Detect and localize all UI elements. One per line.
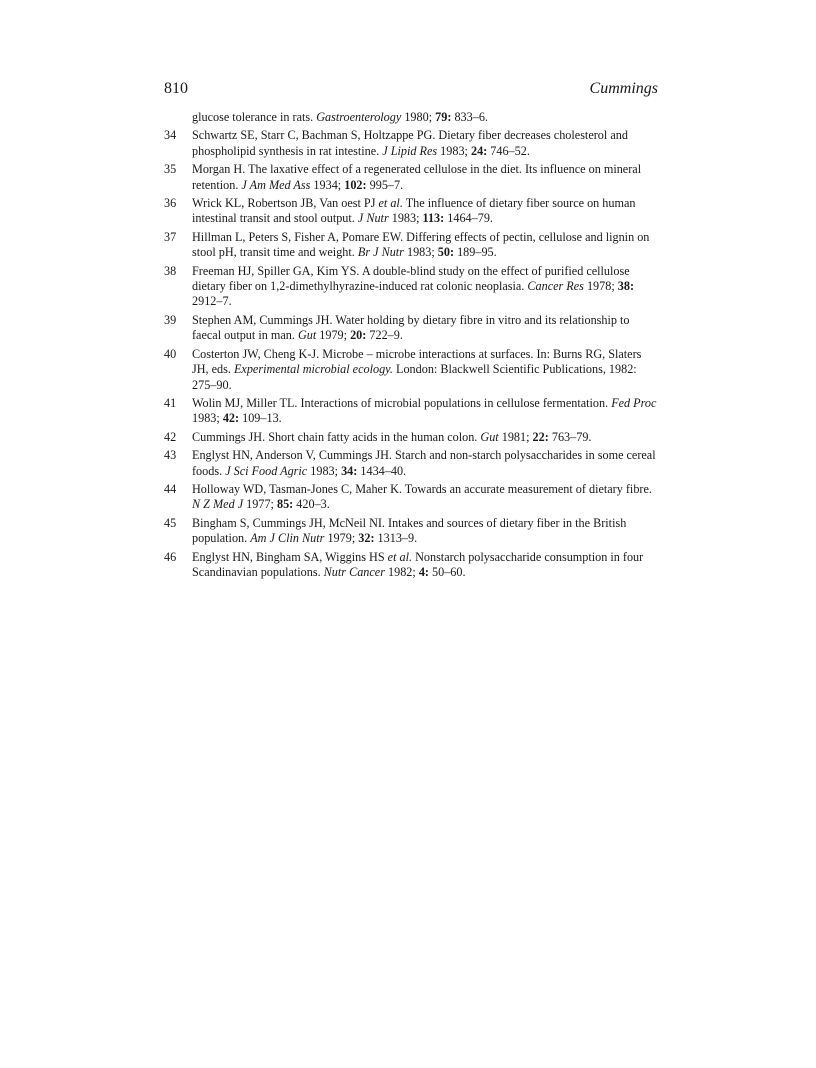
reference-title: Differing effects of pectin, cellulose and lignin on stool pH, transit time and weight.: [192, 229, 650, 260]
reference-authors: Stephen AM, Cummings JH.: [192, 312, 333, 327]
reference-year: 1977;: [246, 497, 274, 512]
reference-journal: Gut: [480, 429, 499, 444]
reference-authors: Holloway WD, Tasman-Jones C, Maher K.: [192, 481, 402, 496]
page-number: 810: [164, 80, 188, 97]
reference-pages: 275–90.: [192, 377, 232, 392]
reference-title: The influence of dietary fiber source on human intestinal transit and stool output.: [192, 196, 636, 226]
reference-item: [164, 264, 658, 310]
reference-item: [164, 313, 658, 344]
reference-authors: Englyst HN, Bingham SA, Wiggins HS: [192, 549, 385, 564]
reference-authors: Wrick KL, Robertson JB, Van oest PJ: [192, 196, 376, 211]
page-header: [164, 80, 658, 98]
reference-year: 1983;: [391, 211, 420, 226]
reference-journal: J Am Med Ass: [241, 177, 311, 192]
reference-journal: J Nutr: [357, 211, 389, 226]
reference-item: [164, 230, 658, 261]
reference-authors: Cummings JH.: [192, 429, 266, 444]
reference-authors: Freeman HJ, Spiller GA, Kim YS.: [192, 263, 360, 278]
reference-title: Dietary fiber decreases cholesterol and phospholipid synthesis in rat intestine.: [192, 128, 628, 158]
reference-authors: Costerton JW, Cheng K-J.: [192, 346, 320, 361]
reference-title: Water holding by dietary fibre in vitro and its relationship to faecal output in man.: [192, 312, 630, 343]
reference-pages: 1464–79.: [447, 211, 493, 226]
reference-year: 1981;: [501, 429, 530, 444]
reference-volume: 32:: [358, 531, 375, 546]
reference-journal: N Z Med J: [192, 497, 244, 512]
page: [164, 80, 658, 583]
reference-year: 1983;: [192, 411, 220, 426]
reference-pages: 2912–7.: [192, 294, 232, 309]
reference-number: 42: [164, 429, 177, 444]
reference-volume: 42:: [222, 411, 240, 426]
reference-year: 1979;: [319, 328, 348, 343]
reference-year: 1983;: [406, 245, 435, 260]
reference-number: 40: [164, 346, 177, 361]
reference-title: Nonstarch polysaccharide consumption in four Scandinavian populations.: [192, 549, 644, 579]
reference-number: 36: [164, 196, 177, 211]
reference-volume: 113:: [422, 211, 445, 226]
reference-title: Microbe – microbe interactions at surfaces. In: Burns RG, Slaters JH, eds.: [192, 346, 642, 377]
reference-volume: 79:: [435, 110, 452, 124]
reference-item: [164, 347, 658, 393]
reference-authors: Morgan H.: [192, 162, 246, 177]
reference-title: Interactions of microbial populations in cellulose fermentation.: [300, 395, 609, 410]
reference-number: 35: [164, 162, 177, 177]
reference-number: 41: [164, 395, 177, 410]
reference-journal: Experimental microbial ecology.: [233, 362, 393, 377]
reference-journal: Am J Clin Nutr: [250, 531, 325, 546]
reference-year: 1983;: [310, 463, 339, 478]
reference-journal: Fed Proc: [611, 395, 657, 410]
reference-volume: 38:: [617, 279, 635, 294]
reference-journal: Br J Nutr: [357, 245, 404, 260]
reference-year: 1934;: [313, 177, 342, 192]
reference-number: 39: [164, 312, 177, 327]
reference-authors: Hillman L, Peters S, Fisher A, Pomare EW.: [192, 229, 404, 244]
reference-pages: 1434–40.: [360, 463, 407, 478]
reference-volume: 20:: [350, 328, 367, 343]
reference-journal: J Sci Food Agric: [225, 463, 308, 478]
reference-year: London: Blackwell Scientific Publications, 1982:: [396, 362, 637, 377]
reference-item: [164, 482, 658, 513]
reference-pages: 189–95.: [457, 245, 497, 260]
reference-volume: 24:: [470, 143, 488, 158]
reference-journal: Cancer Res: [527, 279, 584, 294]
reference-journal: Nutr Cancer: [323, 564, 385, 579]
reference-journal: J Lipid Res: [382, 143, 438, 158]
reference-et-al: et al.: [387, 549, 413, 564]
reference-authors: Bingham S, Cummings JH, McNeil NI.: [192, 515, 385, 530]
reference-item: [164, 196, 658, 227]
reference-year: 1980;: [404, 110, 433, 124]
reference-volume: 34:: [341, 463, 358, 478]
reference-volume: 22:: [532, 429, 549, 444]
reference-item: [164, 110, 658, 125]
reference-number: 38: [164, 263, 177, 278]
reference-year: 1979;: [327, 531, 356, 546]
reference-pages: 722–9.: [369, 328, 403, 343]
reference-year: 1978;: [586, 279, 615, 294]
reference-number: 43: [164, 448, 177, 463]
reference-item: [164, 396, 658, 427]
reference-volume: 50:: [437, 245, 455, 260]
reference-list: [164, 110, 658, 580]
reference-et-al: et al.: [378, 196, 403, 211]
reference-item: [164, 128, 658, 159]
reference-item: [164, 516, 658, 547]
reference-title: Starch and non-starch polysaccharides in some cereal foods.: [192, 448, 656, 478]
reference-authors: Englyst HN, Anderson V, Cummings JH.: [192, 448, 392, 463]
reference-number: 34: [164, 128, 177, 143]
reference-number: 46: [164, 549, 177, 564]
reference-journal: Gastroenterology: [316, 110, 402, 124]
reference-title: glucose tolerance in rats.: [192, 110, 314, 124]
reference-item: [164, 448, 658, 479]
reference-journal: Gut: [297, 328, 317, 343]
reference-volume: 4:: [418, 564, 429, 579]
reference-number: 45: [164, 515, 177, 530]
reference-pages: 995–7.: [369, 177, 404, 192]
reference-year: 1983;: [440, 143, 468, 158]
reference-authors: Schwartz SE, Starr C, Bachman S, Holtzappe PG.: [192, 128, 436, 143]
reference-pages: 420–3.: [296, 497, 330, 512]
reference-item: [164, 430, 658, 445]
reference-number: 37: [164, 229, 177, 244]
reference-title: A double-blind study on the effect of purified cellulose dietary fiber on 1,2-dimethylhyrazine-induced rat colonic neoplasia.: [192, 263, 630, 294]
reference-pages: 746–52.: [490, 143, 530, 158]
reference-title: Short chain fatty acids in the human colon.: [268, 429, 478, 444]
reference-title: Intakes and sources of dietary fiber in the British population.: [192, 515, 627, 546]
reference-item: [164, 550, 658, 581]
reference-year: 1982;: [388, 564, 416, 579]
reference-title: Towards an accurate measurement of dietary fibre.: [404, 481, 652, 496]
reference-volume: 85:: [276, 497, 294, 512]
reference-pages: 109–13.: [242, 411, 282, 426]
reference-volume: 102:: [344, 177, 367, 192]
reference-pages: 833–6.: [454, 110, 488, 124]
reference-pages: 1313–9.: [377, 531, 418, 546]
reference-number: 44: [164, 481, 177, 496]
reference-pages: 50–60.: [432, 564, 466, 579]
reference-authors: Wolin MJ, Miller TL.: [192, 395, 298, 410]
reference-pages: 763–79.: [551, 429, 592, 444]
reference-title: The laxative effect of a regenerated cellulose in the diet. Its influence on mineral retention.: [192, 162, 642, 192]
running-title: Cummings: [589, 80, 658, 97]
reference-item: [164, 162, 658, 193]
